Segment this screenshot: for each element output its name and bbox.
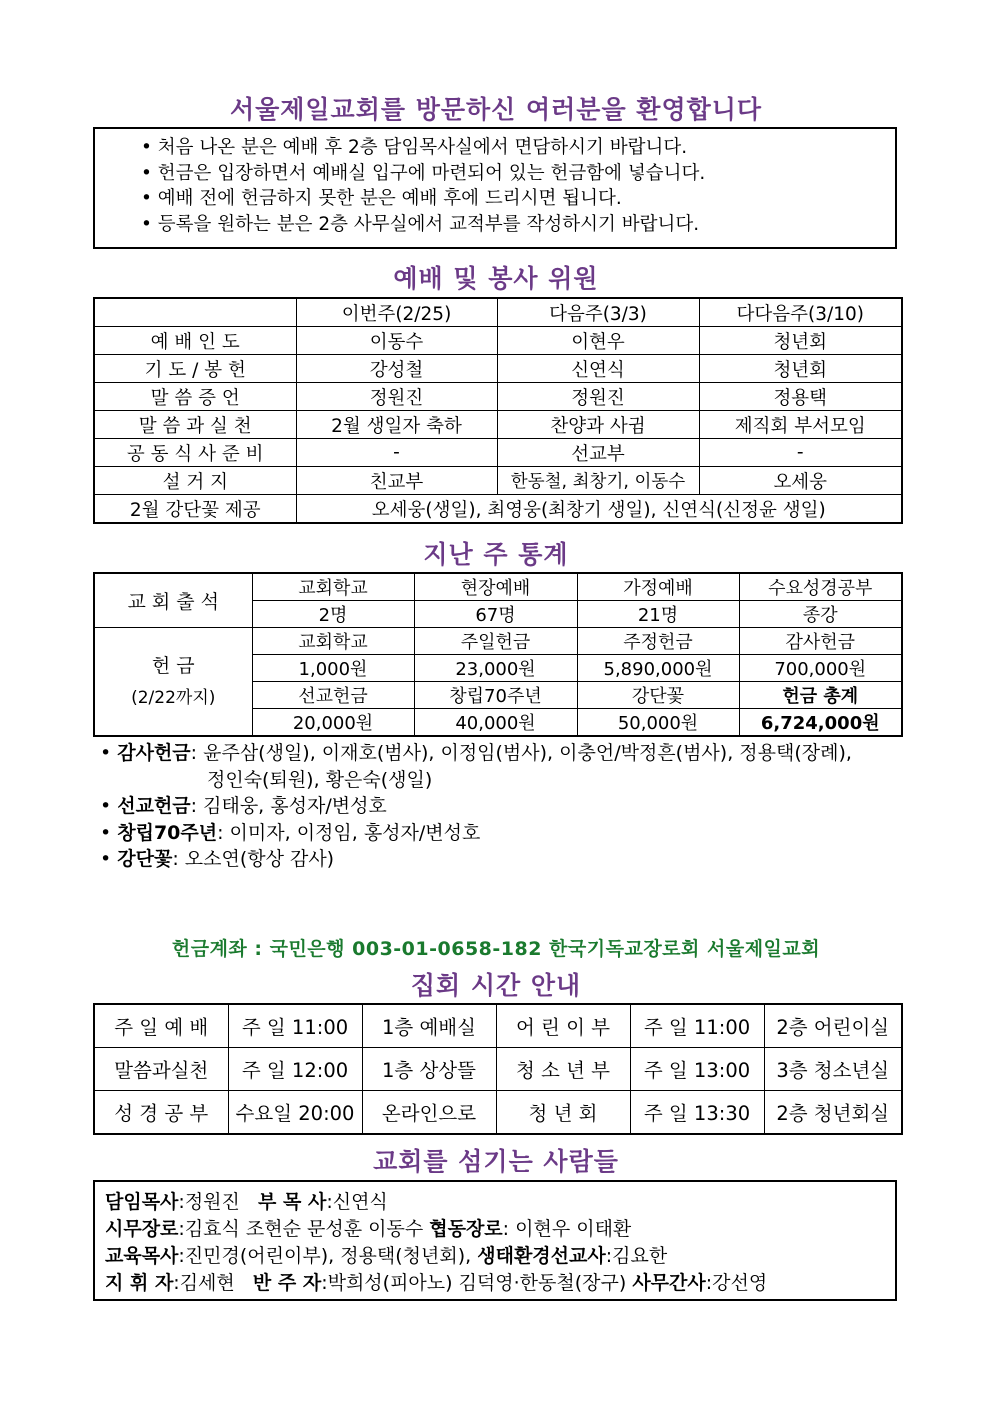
note-flower: • 강단꽃: 오소연(항상 감사) [100,848,335,870]
table-cell: 어 린 이 부 [496,1004,630,1048]
table-cell: 3층 청소년실 [764,1048,902,1091]
staff-line [105,1189,895,1216]
row-label [94,628,252,737]
table-cell: 주 일 11:00 [228,1004,362,1048]
staff-line [105,1243,895,1270]
note-label: 강단꽃 [117,848,173,870]
staff-names: :김요한 [605,1245,668,1267]
note-value: 정인숙(퇴원), 황은숙(생일) [207,768,433,791]
staff-names: :김세현 [173,1272,235,1294]
table-header: 강단꽃 [577,682,739,709]
row-label: 말 씀 과 실 천 [94,411,296,439]
meetings-table [93,1003,903,1135]
table-cell: 주 일 13:30 [630,1091,764,1135]
worship-title: 예배 및 봉사 위원 [393,264,599,293]
table-cell: - [699,439,902,467]
note-label: 선교헌금 [117,795,191,817]
staff-title: 교회를 섬기는 사람들 [373,1147,619,1176]
row-label: 설 거 지 [94,467,296,495]
offering-sublabel: (2/22까지) [131,687,216,708]
table-row [94,411,902,439]
table-cell: 성 경 공 부 [94,1091,228,1135]
staff-names: :정원진 [178,1191,240,1213]
row-label: 말 씀 증 언 [94,383,296,411]
table-header: 선교헌금 [252,682,414,709]
note-value: : 이미자, 이정임, 홍성자/변성호 [217,821,481,844]
table-header: 다다음주(3/10) [699,298,902,327]
table-header: 현장예배 [414,573,577,601]
table-row [94,1048,902,1091]
table-row [94,383,902,411]
worship-table [93,297,903,524]
table-cell: 청년회 [699,355,902,383]
offering-label: 헌 금 [151,654,195,677]
table-cell: 온라인으로 [362,1091,496,1135]
staff-names: :진민경(어린이부), 정용택(청년회), [178,1245,472,1267]
row-label: 예 배 인 도 [94,327,296,355]
staff-role: 지 휘 자 [105,1272,174,1294]
table-cell: 선교부 [497,439,699,467]
table-cell: 신연식 [497,355,699,383]
table-row [94,327,902,355]
welcome-item: • 예배 전에 헌금하지 못한 분은 예배 후에 드리시면 됩니다. [141,188,622,209]
table-cell: 2층 청년회실 [764,1091,902,1135]
row-label: 교 회 출 석 [94,573,252,628]
table-cell: 수요일 20:00 [228,1091,362,1135]
table-row [94,628,902,655]
table-cell: 이동수 [296,327,497,355]
staff-role: 사무간사 [632,1272,706,1294]
staff-line [105,1216,895,1243]
table-cell: 21명 [577,601,739,628]
table-cell: 이현우 [497,327,699,355]
table-row [94,298,902,327]
staff-box [93,1180,897,1301]
staff-role: 생태환경선교사 [477,1245,606,1267]
table-cell: 찬양과 사귐 [497,411,699,439]
staff-role: 부 목 사 [258,1191,327,1213]
note-mission: • 선교헌금: 김태웅, 홍성자/변성호 [100,795,387,817]
table-cell: 청 년 회 [496,1091,630,1135]
note-thanks: • 감사헌금: 윤주삼(생일), 이재호(범사), 이정임(범사), 이충언/박정흔(범사), 정용택(장례), [100,742,852,764]
table-cell: 700,000원 [739,655,902,682]
table-cell: 23,000원 [414,655,577,682]
welcome-title: 서울제일교회를 방문하신 여러분을 환영합니다 [229,95,763,124]
table-cell: 제직회 부서모임 [699,411,902,439]
staff-role: 반 주 자 [252,1272,322,1294]
table-cell: 1층 예배실 [362,1004,496,1048]
table-cell: 친교부 [296,467,497,495]
table-cell: 1층 상상뜰 [362,1048,496,1091]
table-header: 교회학교 [252,573,414,601]
note-value: : 오소연(항상 감사) [172,848,335,870]
table-cell: 말씀과실천 [94,1048,228,1091]
staff-role: 시무장로 [105,1218,179,1240]
table-row [94,1004,902,1048]
table-cell: 2월 생일자 축하 [296,411,497,439]
table-cell: 오세웅(생일), 최영웅(최창기 생일), 신연식(신정윤 생일) [296,495,902,524]
table-header: 수요성경공부 [739,573,902,601]
note-label: 감사헌금 [117,742,191,764]
table-row [94,1091,902,1135]
table-cell: 정용택 [699,383,902,411]
table-cell: 67명 [414,601,577,628]
stats-title: 지난 주 통계 [423,540,569,569]
table-row [94,467,902,495]
table-header: 이번주(2/25) [296,298,497,327]
table-cell: 청년회 [699,327,902,355]
table-cell: 40,000원 [414,709,577,737]
welcome-item: • 등록을 원하는 분은 2층 사무실에서 교적부를 작성하시기 바랍니다. [141,213,700,235]
table-header: 가정예배 [577,573,739,601]
welcome-item: • 헌금은 입장하면서 예배실 입구에 마련되어 있는 헌금함에 넣습니다. [141,162,706,184]
table-header: 감사헌금 [739,628,902,655]
table-cell: 주 일 11:00 [630,1004,764,1048]
table-row [94,439,902,467]
table-cell: 1,000원 [252,655,414,682]
staff-names: :강선영 [705,1272,768,1294]
note-value: : 윤주삼(생일), 이재호(범사), 이정임(범사), 이충언/박정흔(범사), 정용택(장례), [190,742,852,764]
table-header [94,298,296,327]
staff-names: :김효식 조현순 문성훈 이동수 [178,1218,424,1240]
row-label: 기 도 / 봉 헌 [94,355,296,383]
note-value: : 김태웅, 홍성자/변성호 [190,795,387,817]
offering-account: 헌금계좌 : 국민은행 003-01-0658-182 한국기독교장로회 서울제일교회 [171,938,821,960]
offering-total: 6,724,000원 [739,709,902,737]
note-label: 창립70주년 [117,821,218,844]
offering-notes [100,740,852,873]
table-row [94,355,902,383]
note-anniversary: • 창립70주년: 이미자, 이정임, 홍성자/변성호 [100,821,481,844]
table-row [94,495,902,524]
table-header: 다음주(3/3) [497,298,699,327]
table-cell: 주 일 예 배 [94,1004,228,1048]
welcome-box [93,127,897,249]
table-cell: 종강 [739,601,902,628]
table-row [94,573,902,601]
stats-table [93,572,903,737]
table-cell: 2층 어린이실 [764,1004,902,1048]
table-cell: 주 일 13:00 [630,1048,764,1091]
staff-role: 담임목사 [105,1191,179,1213]
table-cell: 오세웅 [699,467,902,495]
table-cell: 정원진 [296,383,497,411]
table-cell: 주 일 12:00 [228,1048,362,1091]
table-header: 주정헌금 [577,628,739,655]
table-header: 주일헌금 [414,628,577,655]
row-label: 공 동 식 사 준 비 [94,439,296,467]
table-cell: 청 소 년 부 [496,1048,630,1091]
table-cell: 2명 [252,601,414,628]
staff-names: :신연식 [326,1191,388,1213]
staff-names: : 이현우 이태환 [502,1218,632,1240]
table-cell: 5,890,000원 [577,655,739,682]
table-cell: 한동철, 최창기, 이동수 [497,467,699,495]
staff-names: :박희성(피아노) 김덕영·한동철(장구) [321,1272,627,1294]
staff-role: 교육목사 [105,1245,179,1267]
table-cell: 강성철 [296,355,497,383]
row-label: 2월 강단꽃 제공 [94,495,296,524]
staff-role: 협동장로 [429,1218,503,1240]
table-cell: 20,000원 [252,709,414,737]
welcome-item: • 처음 나온 분은 예배 후 2층 담임목사실에서 면담하시기 바랍니다. [141,137,688,158]
meetings-title: 집회 시간 안내 [410,971,582,1000]
table-cell: - [296,439,497,467]
table-header: 창립70주년 [414,682,577,709]
staff-line [105,1270,895,1297]
table-header: 헌금 총계 [739,682,902,709]
table-cell: 50,000원 [577,709,739,737]
table-header: 교회학교 [252,628,414,655]
table-cell: 정원진 [497,383,699,411]
